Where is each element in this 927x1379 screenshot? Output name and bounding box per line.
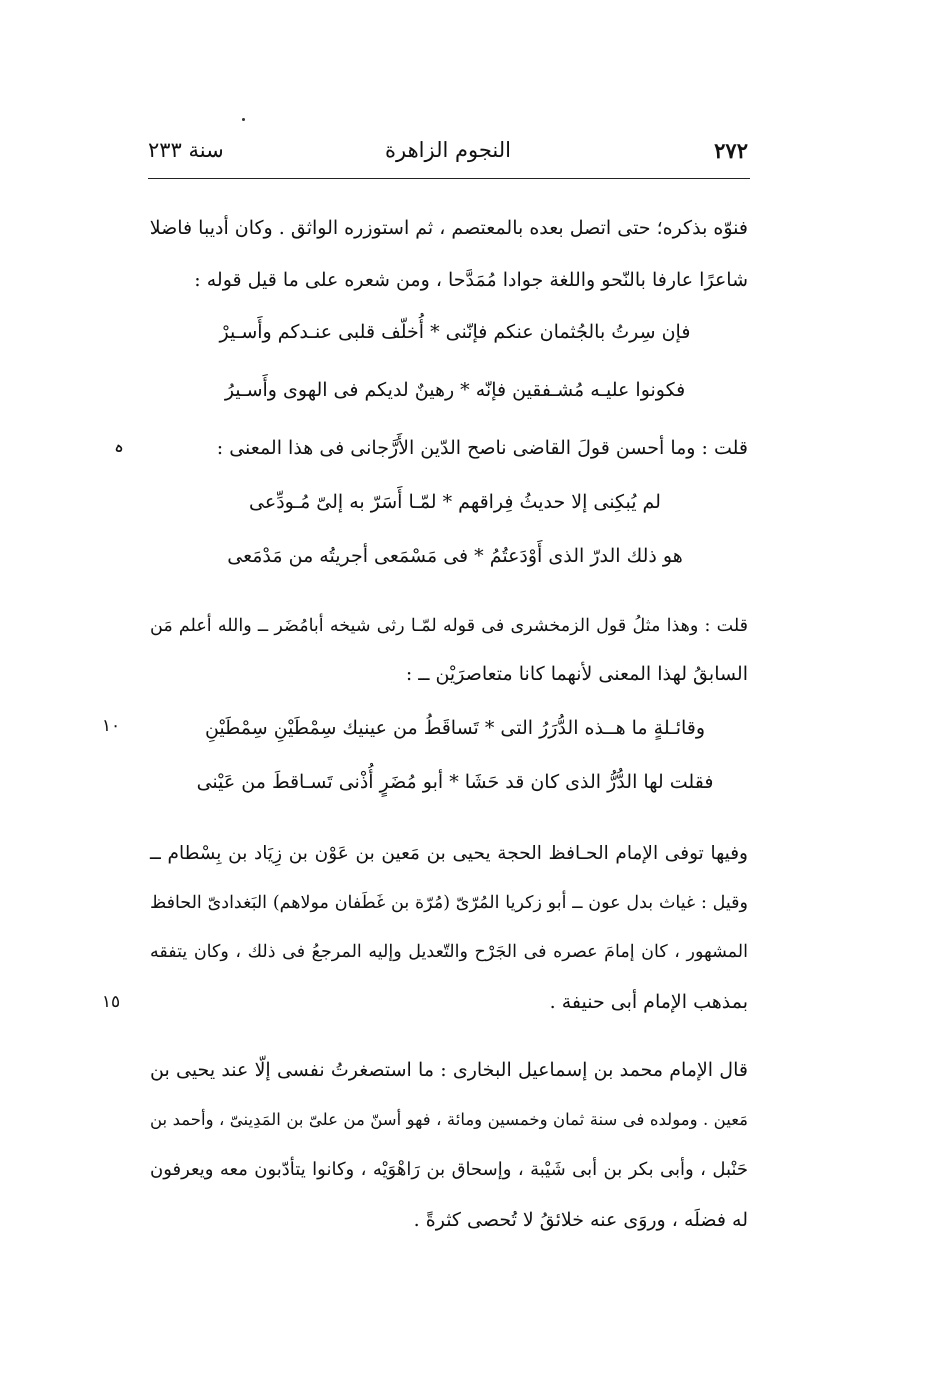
book-title: النجوم الزاهرة [385,138,511,162]
ink-dot [242,118,245,121]
poem-1-verse-2: فكونوا عليـه مُشـفقين فإنّه * رهينٌ لديكم فى الهوى وأَسـيرُ [224,379,686,401]
paragraph-4-line-1: وفيها توفى الإمام الحـافظ الحجة يحيى بن مَعين بن عَوْن بن زِيَاد بن بِسْطام ــ [150,843,748,864]
paragraph-5-line-2: مَعين . ومولده فى سنة ثمان وخمسين ومائة ، فهو أسنّ من علىّ بن المَدِينىّ ، وأحمد بن [150,1110,748,1129]
paragraph-1-line-1: فنوّه بذكره؛ حتى اتصل بعده بالمعتصم ، ثم استوزره الواثق . وكان أديبا فاضلا [149,217,748,239]
margin-mark-a: ہ [114,437,124,457]
paragraph-5-line-1: قال الإمام محمد بن إسماعيل البخارى : ما استصغرتُ نفسى إلّا عند يحيى بن [150,1059,748,1081]
year-label: سنة ٢٣٣ [148,138,224,162]
header-rule [148,178,750,179]
paragraph-5-line-3: حَنْبل ، وأبى بكر بن أبى شَيْبة ، وإسحاق بن رَاهْوَيْه ، وكانوا يتأدّبون معه ويعرفون [150,1159,748,1180]
poem-1-verse-1: فإن سِرتُ بالجُثمان عنكم فإنّنى * أُخلّف قلبى عنـدكم وأَسـيرْ [219,321,691,343]
paragraph-5-line-4: له فضلَه ، وروَى عنه خلائقُ لا تُحصى كثرةً . [413,1209,748,1231]
poem-2-verse-1: لم يُبكِنى إلا حديثُ فِراقهم * لمّـا أَسَرّ به إلىّ مُـودِّعى [249,491,661,513]
paragraph-4-line-3: المشهور ، كان إمامَ عصره فى الجَرْح والتّعديل وإليه المرجعُ فى ذلك ، وكان يتفقه [150,942,748,962]
paragraph-1-line-2: شاعرًا عارفا بالنّحو واللغة جوادا مُمَدَّحا ، ومن شعره على ما قيل قوله : [194,269,748,291]
poem-3-verse-2: فقلت لها الدُّرُّ الذى كان قد حَشَا * أبو مُضَرٍ أُذْنى تَسـاقطَ من عَيْنى [196,771,714,793]
paragraph-2-line-1: قلت : وما أحسن قولَ القاضى ناصح الدّين الأَرَّجانى فى هذا المعنى : [216,437,748,459]
paragraph-4-line-2: وقيل : غياث بدل عون ــ أبو زكريا المُرّىّ (مُرّة بن غَطَفان مولاهم) البَغدادىّ الحافظ [150,893,748,913]
poem-2-verse-2: هو ذلك الدرّ الذى أَوْدَعتُمُ * فى مَسْمَعى أجريتُه من مَدْمَعى [227,545,683,567]
running-header [148,138,748,174]
page-number: ٢٧٢ [714,138,748,163]
paragraph-4-line-4: بمذهب الإمام أبى حنيفة . [549,991,748,1013]
paragraph-3-line-1: قلت : وهذا مثلُ قول الزمخشرى فى قوله لمّـا رثى شيخه أبامُضَر ــ والله أعلم مَن [150,616,748,636]
margin-mark-15: ١٥ [101,992,121,1012]
paragraph-3-line-2: السابقُ لهذا المعنى لأنهما كانا متعاصرَيْن ــ : [405,663,748,685]
poem-3-verse-1: وقائـلةٍ ما هــذه الدُّرَرُ التى * تَساقَطُ من عينيك سِمْطَيْنِ سِمْطَيْنِ [204,717,706,739]
margin-mark-10: ١٠ [101,716,121,736]
